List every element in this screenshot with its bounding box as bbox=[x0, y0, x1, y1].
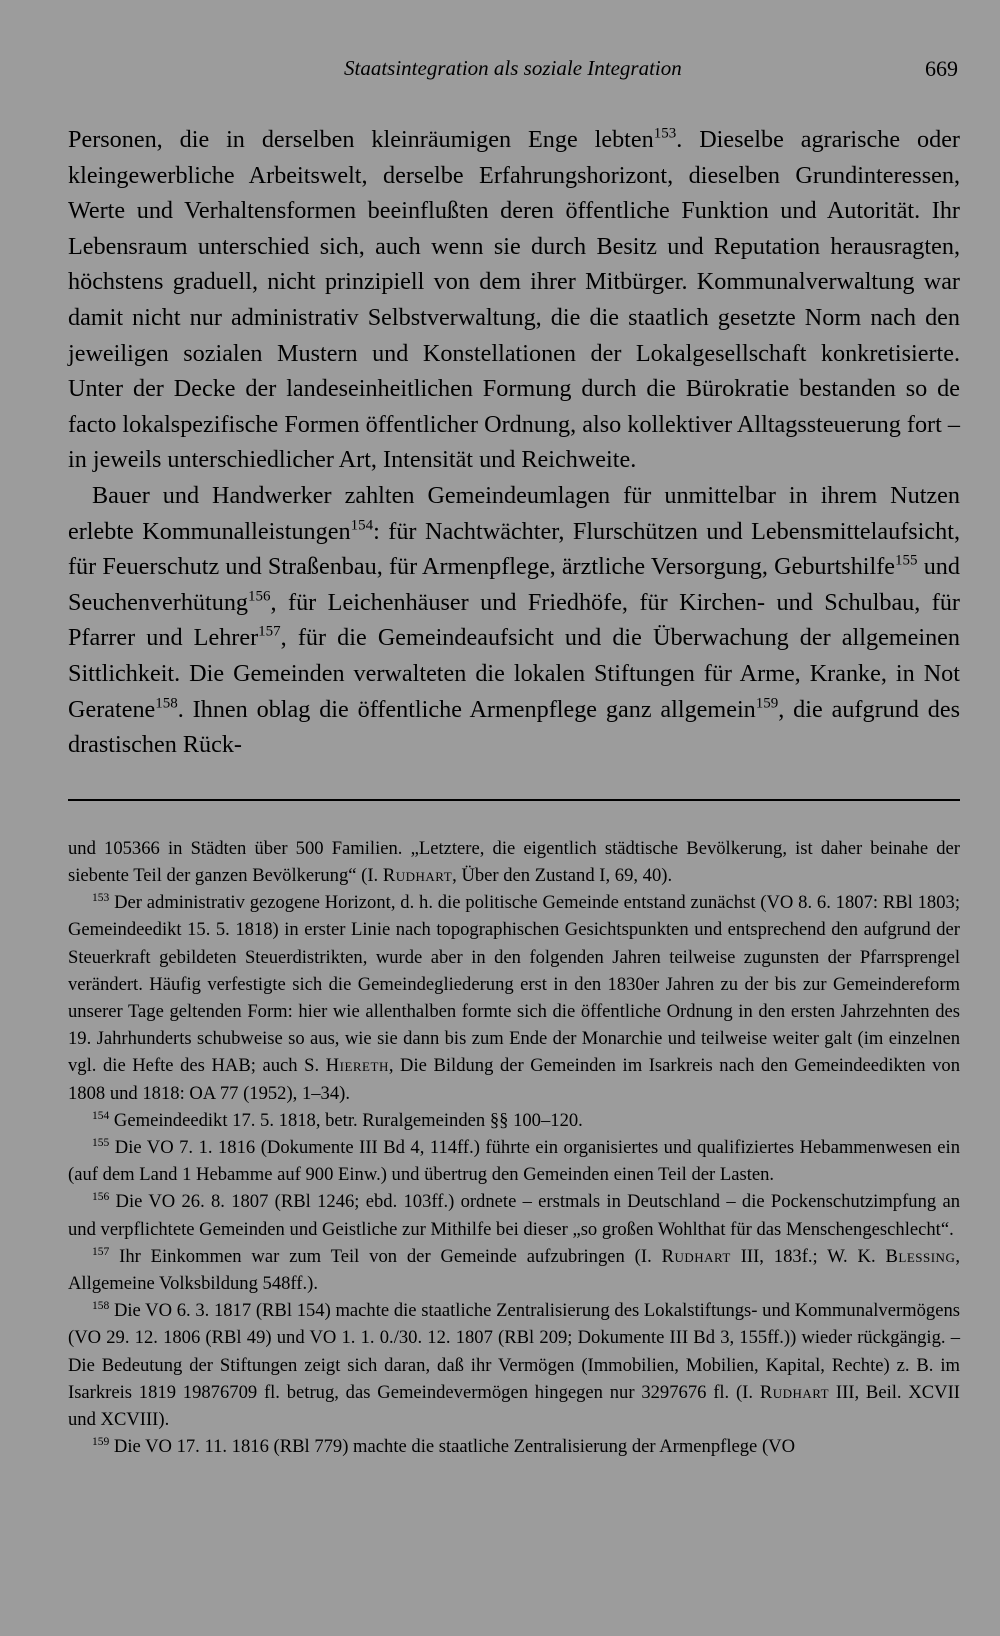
footnote-ref-158: 158 bbox=[155, 695, 178, 712]
footnote-157: $^{157}$ Ihr Einkommen war zum Teil von der Gemeinde aufzubringen (I. Rudhart III, 183f.; W. K. Blessing, Allgemeine Volksbildung 548ff.). bbox=[68, 1245, 960, 1294]
footnote-ref-157: 157 bbox=[258, 624, 281, 641]
paragraph-2: Bauer und Handwerker zahlten Gemeindeumlagen für unmittelbar in ihrem Nutzen erlebte Kommunalleistungen$^{154}$: für Nachtwächter, Flurschützen und Lebensmittelaufsicht, für Feuerschutz und Straßenbau, für Armenpflege, ärztliche Versorgung, Geburtshilfe$^{155}$ und Seuchenverhütung$^{156}$, für Leichenhäuser und Friedhöfe, für Kirchen- und Schulbau, für Pfarrer und Lehrer$^{157}$, für die Gemeindeaufsicht und die Überwachung der allgemeinen Sittlichkeit. Die Gemeinden verwalteten die lokalen Stiftungen für Arme, Kranke, in Not Geratene$^{158}$. Ihnen oblag die öffentliche Armenpflege ganz allgemein$^{159}$, die aufgrund des drastischen Rück- bbox=[68, 481, 961, 759]
footnote-divider bbox=[68, 799, 960, 801]
footnote-ref-155: 155 bbox=[895, 552, 918, 569]
author-name: Rudhart bbox=[661, 1245, 731, 1267]
footnote-ref-159: 159 bbox=[755, 695, 779, 712]
footnote-continuation: und 105366 in Städten über 500 Familien. „Letztere, die eigentlich städtische Bevölkerung, ist daher beinahe der siebente Teil der ganzen Bevölkerung“ (I. Rudhart, Über den Zustand I, 69, 40). bbox=[68, 837, 960, 886]
footnote-ref-153: 153 bbox=[653, 125, 677, 142]
footnote-ref-156: 156 bbox=[248, 588, 271, 605]
footnote-153: $^{153}$ Der administrativ gezogene Horizont, d. h. die politische Gemeinde entstand zunächst (VO 8. 6. 1807: RBl 1803; Gemeindeedikt 15. 5. 1818) in erster Linie nach topographischen Gesichtspunkten und entsprechend den aufgrund der Steuerkraft gebildeten Steuerdistrikten, wurde aber in den folgenden Jahren teilweise zugunsten der Pfarrsprengel verändert. Häufig verfestigte sich die Gemeindegliederung erst in den 1830er Jahren zu der bis zur Gemeindereform unserer Tage geltenden Form: hier wie allenthalben formte sich die öffentliche Ordnung in den ersten Jahrzehnten des 19. Jahrhunderts schubweise so aus, wie sie dann bis zum Ende der Monarchie und teilweise weiter galt (im einzelnen vgl. die Hefte des HAB; auch S. Hiereth, Die Bildung der Gemeinden im Isarkreis nach den Gemeindeedikten von 1808 und 1818: OA 77 (1952), 1–34). bbox=[68, 891, 960, 1104]
author-name: Blessing bbox=[885, 1245, 956, 1267]
page-number: 669 bbox=[925, 56, 958, 81]
running-head bbox=[68, 52, 960, 92]
running-title: Staatsintegration als soziale Integration bbox=[344, 56, 682, 80]
author-name: Rudhart bbox=[759, 1381, 830, 1403]
footnote-155: $^{155}$ Die VO 7. 1. 1816 (Dokumente III Bd 4, 114ff.) führte ein organisiertes und qualifiziertes Hebammenwesen ein (auf dem Land 1 Hebamme auf 900 Einw.) und übertrug den Gemeinden einen Teil der Lasten. bbox=[68, 1136, 960, 1186]
author-name: Hiereth bbox=[325, 1055, 389, 1077]
footnote-159: $^{159}$ Die VO 17. 11. 1816 (RBl 779) machte die staatliche Zentralisierung der Armenpflege (VO bbox=[92, 1436, 795, 1458]
author-name: Rudhart bbox=[382, 864, 453, 886]
footnote-158: $^{158}$ Die VO 6. 3. 1817 (RBl 154) machte die staatliche Zentralisierung des Lokalstiftungs- und Kommunalvermögens (VO 29. 12. 1806 (RBl 49) und VO 1. 1. 0./30. 12. 1807 (RBl 209; Dokumente III Bd 3, 155ff.)) wieder rückgängig. – Die Bedeutung der Stiftungen zeigt sich daran, daß ihr Vermögen (Immobilien, Mobilien, Kapital, Rechte) z. B. im Isarkreis 1819 19876709 fl. betrug, das Gemeindevermögen hingegen nur 3297676 fl. (I. Rudhart III, Beil. XCVII und XCVIII). bbox=[68, 1300, 960, 1430]
paragraph-1: Personen, die in derselben kleinräumigen Enge lebten$^{153}$. Dieselbe agrarische oder kleingewerbliche Arbeitswelt, derselbe Erfahrungshorizont, dieselben Grundinteressen, Werte und Verhaltensformen beeinflußten deren öffentliche Funktion und Autorität. Ihr Lebensraum unterschied sich, auch wenn sie durch Besitz und Reputation herausragten, höchstens graduell, nicht prinzipiell von dem ihrer Mitbürger. Kommunalverwaltung war damit nicht nur administrativ Selbstverwaltung, die die staatlich gesetzte Norm nach den jeweiligen sozialen Mustern und Konstellationen der Lokalgesellschaft konkretisierte. Unter der Decke der landeseinheitlichen Formung durch die Bürokratie bestanden so de facto lokalspezifische Formen öffentlicher Ordnung, also kollektiver Alltagssteuerung fort – in jeweils unterschiedlicher Art, Intensität und Reichweite. bbox=[68, 125, 960, 474]
footnote-156: $^{156}$ Die VO 26. 8. 1807 (RBl 1246; ebd. 103ff.) ordnete – erstmals in Deutschland – die Pockenschutzimpfung an und verpflichtete Gemeinden und Geistliche zur Mithilfe bei dieser „so großen Wohlthat für das Menschengeschlecht“. bbox=[68, 1191, 960, 1240]
footnote-ref-154: 154 bbox=[350, 517, 374, 534]
footnotes bbox=[68, 835, 960, 1461]
body-text bbox=[68, 122, 960, 763]
footnote-154: $^{154}$ Gemeindeedikt 17. 5. 1818, betr. Ruralgemeinden §§ 100–120. bbox=[92, 1109, 583, 1131]
